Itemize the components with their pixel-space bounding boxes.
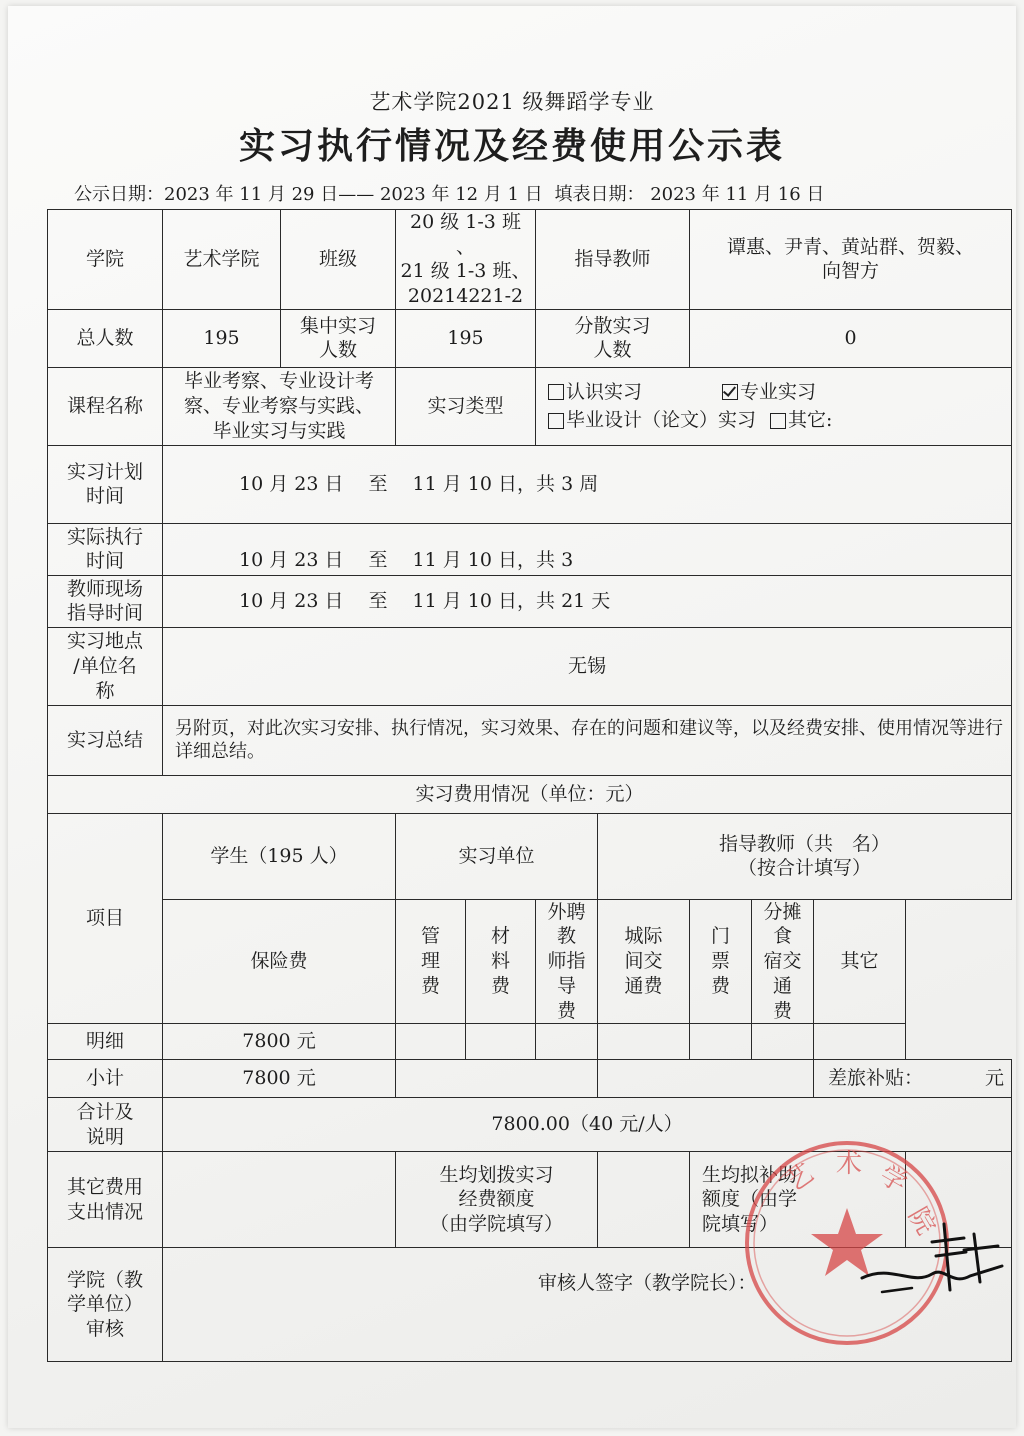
intercity-fee-line: 城际 — [624, 925, 663, 948]
actual-label-line: 实际执行 — [66, 525, 143, 548]
intercity-fee-line: 间交 — [624, 950, 663, 973]
total-label: 总人数 — [48, 309, 163, 367]
detail-value: 7800 元 — [163, 1024, 396, 1060]
college-value: 艺术学院 — [163, 210, 281, 310]
material-fee-head — [466, 899, 536, 1023]
other-exp-label — [48, 1152, 163, 1248]
external-fee-line: 师指导 — [547, 950, 586, 997]
alloc-line: 生均划拨实习 — [439, 1163, 554, 1186]
document-subtitle: 艺术学院2021 级舞蹈学专业 — [369, 90, 655, 114]
subtotal-value: 7800 元 — [163, 1060, 396, 1098]
detail-intercity — [598, 1024, 690, 1060]
detail-material — [466, 1024, 536, 1060]
onsite-label — [48, 575, 163, 627]
detail-other — [814, 1024, 906, 1060]
subsidy-line: 生均拟补助 — [702, 1163, 798, 1186]
reviewer-signature-label: 审核人签字（教学院长）： — [538, 1272, 757, 1294]
type-label: 实习类型 — [396, 367, 536, 445]
alloc-line: 经费额度 — [458, 1188, 535, 1211]
ticket-fee-head — [690, 899, 752, 1023]
detail-shared — [752, 1024, 814, 1060]
class-line: 21 级 1-3 班、 — [400, 260, 531, 283]
review-line: 审核 — [85, 1318, 124, 1341]
teacher-cost-head-line: 指导教师（共 名） — [719, 832, 891, 855]
central-label-line: 人数 — [318, 339, 357, 362]
detail-external — [536, 1024, 598, 1060]
shared-fee-line: 费 — [773, 999, 793, 1022]
detail-ticket — [690, 1024, 752, 1060]
per-capita-alloc-value — [598, 1152, 690, 1248]
student-head: 学生（195 人） — [163, 813, 396, 899]
actual-label-line: 时间 — [85, 550, 124, 573]
option-graduation-label: 毕业设计（论文）实习 — [566, 409, 757, 432]
subsidy-line: 额度（由学 — [702, 1188, 798, 1211]
central-value: 195 — [396, 309, 536, 367]
plan-label-line: 时间 — [85, 485, 124, 508]
alloc-line: （由学院填写） — [429, 1213, 563, 1236]
external-teacher-fee-head — [536, 899, 598, 1023]
course-line: 察、专业考察与实践、 — [183, 394, 374, 417]
class-line: 20214221-2 — [407, 285, 524, 308]
review-label — [48, 1248, 163, 1362]
other-exp-line: 支出情况 — [66, 1200, 143, 1223]
material-fee-char: 料 — [490, 950, 510, 973]
scattered-value: 0 — [690, 309, 1012, 367]
material-fee-char: 费 — [490, 974, 510, 997]
onsite-label-line: 教师现场 — [66, 577, 143, 600]
plan-label-line: 实习计划 — [66, 460, 143, 483]
svg-text:学: 学 — [874, 1160, 913, 1200]
actual-value: 10 月 23 日 至 11 月 10 日，共 3 — [163, 523, 1012, 575]
actual-label — [48, 523, 163, 575]
teacher-line: 向智方 — [822, 260, 880, 283]
total-explain-line: 合计及 — [76, 1101, 134, 1123]
review-line: 学单位） — [66, 1293, 143, 1316]
option-other-label: 其它: — [788, 409, 833, 432]
intercity-fee-head — [598, 899, 690, 1023]
onsite-value: 10 月 23 日 至 11 月 10 日，共 21 天 — [163, 575, 1012, 627]
date-line — [74, 180, 954, 206]
central-label — [281, 309, 396, 367]
type-options — [536, 367, 1012, 445]
teacher-cost-head-line: （按合计填写） — [738, 857, 872, 880]
detail-management — [396, 1024, 466, 1060]
total-explain-value: 7800.00（40 元/人） — [163, 1098, 1012, 1152]
subtotal-label: 小计 — [48, 1060, 163, 1098]
summary-text: 另附页，对此次实习安排、执行情况，实习效果、存在的问题和建议等，以及经费安排、使用情况等进行详细总结。 — [163, 705, 1012, 775]
detail-label: 明细 — [48, 1024, 163, 1060]
subsidy-line: 院填写） — [702, 1213, 779, 1236]
type-options-row-2 — [548, 406, 1008, 435]
location-label-line: 实习地点 — [66, 630, 143, 653]
plan-value: 10 月 23 日 至 11 月 10 日，共 3 周 — [163, 445, 1012, 523]
management-fee-char: 费 — [420, 974, 440, 997]
location-value: 无锡 — [163, 627, 1012, 705]
shared-fee-line: 分摊食 — [763, 900, 802, 948]
intercity-fee-line: 通费 — [624, 974, 663, 997]
total-explain-line: 说明 — [85, 1125, 124, 1148]
cost-heading: 实习费用情况（单位：元） — [48, 775, 1012, 813]
class-label: 班级 — [281, 210, 396, 310]
other-exp-line: 其它费用 — [66, 1176, 143, 1198]
external-fee-line: 外聘教 — [547, 900, 586, 948]
travel-allowance-unit: 元 — [985, 1067, 1005, 1090]
teacher-label: 指导教师 — [536, 210, 690, 310]
scattered-label-line: 分散实习 — [574, 314, 651, 337]
teacher-value — [690, 210, 1012, 310]
travel-allowance-label: 差旅补贴： — [828, 1067, 924, 1090]
course-value — [163, 367, 396, 445]
shared-fee-head — [752, 899, 814, 1023]
checkbox-professional[interactable] — [722, 384, 738, 400]
per-capita-alloc-label — [396, 1152, 598, 1248]
total-value: 195 — [163, 309, 281, 367]
summary-label: 实习总结 — [48, 705, 163, 775]
svg-text:术: 术 — [836, 1149, 863, 1179]
central-label-line: 集中实习 — [299, 314, 376, 337]
course-line: 毕业实习与实践 — [212, 419, 346, 442]
ticket-fee-char: 门 — [711, 925, 731, 948]
management-fee-char: 管 — [420, 925, 440, 948]
course-line: 毕业考察、专业设计考 — [183, 370, 374, 393]
checkbox-graduation[interactable] — [548, 413, 564, 429]
other-exp-value — [163, 1152, 396, 1248]
onsite-label-line: 指导时间 — [66, 602, 143, 625]
option-professional-label: 专业实习 — [740, 380, 817, 403]
item-label: 项目 — [48, 813, 163, 1023]
plan-label — [48, 445, 163, 523]
other-fee-head: 其它 — [814, 899, 906, 1023]
class-value — [396, 210, 536, 310]
college-label: 学院 — [48, 210, 163, 310]
management-fee-head — [396, 899, 466, 1023]
document-title: 实习执行情况及经费使用公示表 — [238, 126, 785, 167]
subtotal-teacher — [598, 1060, 814, 1098]
ticket-fee-char: 票 — [711, 950, 731, 973]
type-options-row-1 — [548, 378, 1008, 407]
external-fee-line: 费 — [556, 999, 576, 1022]
scattered-label-line: 人数 — [593, 339, 632, 362]
location-label — [48, 627, 163, 705]
option-cognition-label: 认识实习 — [566, 380, 643, 403]
travel-allowance — [814, 1060, 1012, 1098]
subtotal-unit — [396, 1060, 598, 1098]
location-label-line: 称 — [95, 679, 115, 702]
svg-text:院: 院 — [901, 1202, 941, 1241]
teacher-cost-head — [598, 813, 1012, 899]
location-label-line: /单位名 — [73, 654, 137, 677]
insurance-head: 保险费 — [163, 899, 396, 1023]
review-line: 学院（教 — [66, 1268, 143, 1291]
class-line: 20 级 1-3 班 、 — [410, 211, 521, 258]
svg-text:艺: 艺 — [780, 1158, 820, 1198]
teacher-line: 谭惠、尹青、黄站群、贺毅、 — [727, 235, 975, 258]
scattered-label — [536, 309, 690, 367]
checkbox-cognition[interactable] — [548, 384, 564, 400]
publicity-date: 公示日期：2023 年 11 月 29 日—— 2023 年 12 月 1 日 — [74, 184, 543, 205]
checkbox-other[interactable] — [770, 413, 786, 429]
signature-icon — [852, 1216, 1012, 1306]
ticket-fee-char: 费 — [711, 974, 731, 997]
material-fee-char: 材 — [490, 925, 510, 948]
management-fee-char: 理 — [420, 950, 440, 973]
fill-date: 填表日期： 2023 年 11 月 16 日 — [554, 184, 825, 205]
shared-fee-line: 宿交通 — [763, 950, 802, 997]
course-label: 课程名称 — [48, 367, 163, 445]
total-explain-label — [48, 1098, 163, 1152]
unit-head: 实习单位 — [396, 813, 598, 899]
